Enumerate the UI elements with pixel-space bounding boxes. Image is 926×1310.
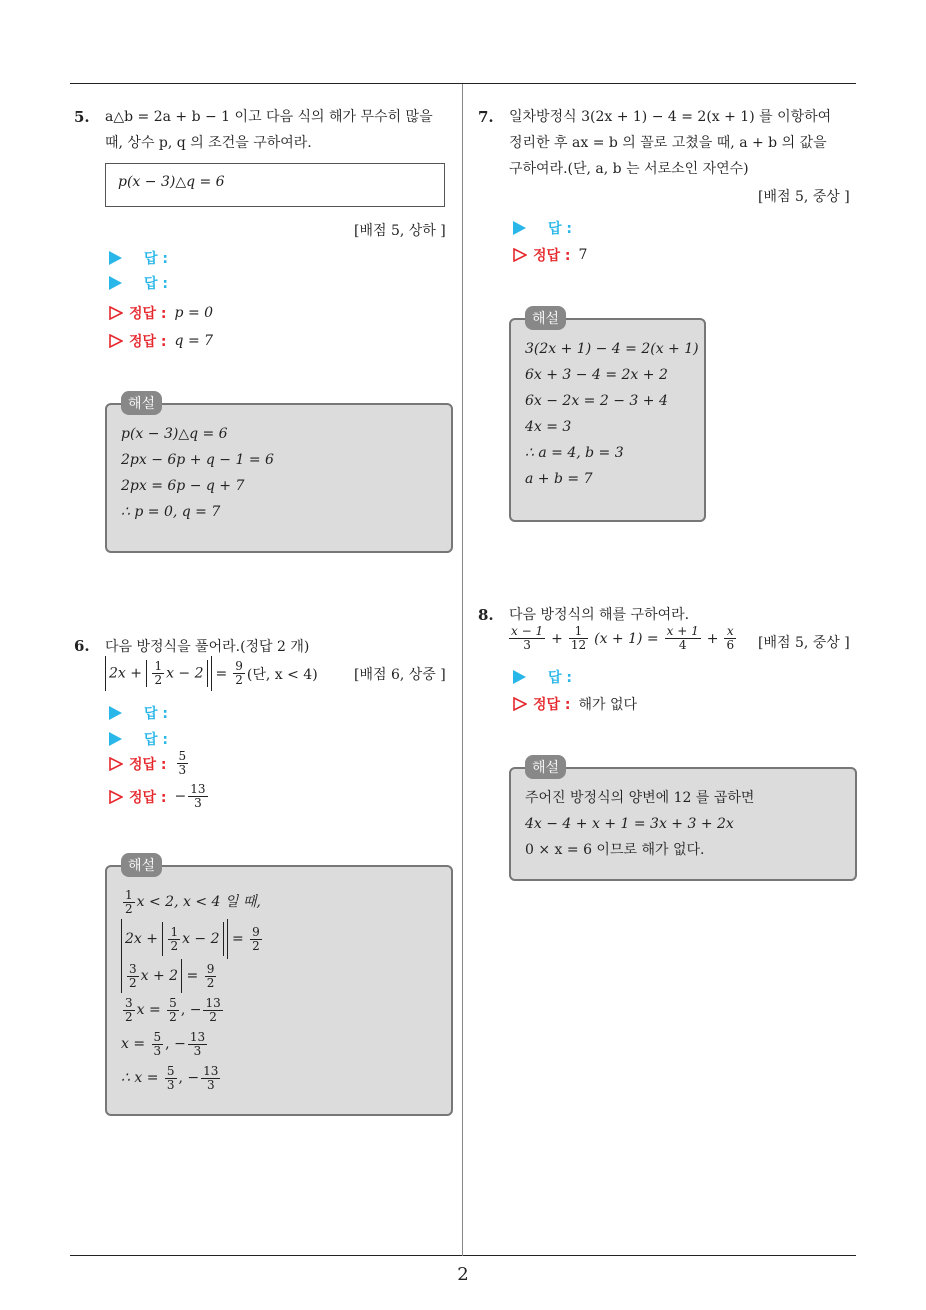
solution-line: ∴ x = $\frac{5}{3}$ , − $\frac{13}{3}$: [121, 1063, 219, 1092]
equation-box: [105, 163, 445, 207]
page-number: 2: [457, 1264, 469, 1285]
question-line: 정리한 후 ax = b 의 꼴로 고쳤을 때, a + b 의 값을: [509, 135, 827, 151]
score: [배점 5, 상하 ]: [354, 223, 446, 239]
answer-row: [513, 667, 572, 687]
solution-tag: 해설: [121, 853, 162, 877]
play-icon: [513, 221, 526, 235]
solution-tag: 해설: [525, 755, 566, 779]
solution-line: 4x = 3: [525, 419, 572, 435]
answer-label: 답 :: [144, 276, 168, 292]
solution-line: 2px = 6p − q + 7: [121, 478, 245, 494]
solution-line: 주어진 방정식의 양변에 12 를 곱하면: [525, 790, 755, 806]
column-divider: [462, 84, 463, 1256]
play-icon: [109, 706, 122, 720]
question-text: [509, 104, 831, 182]
solution-line: 2px − 6p + q − 1 = 6: [121, 452, 274, 468]
problem-number: 8.: [478, 606, 494, 624]
solution-line: $\frac{1}{2}$ x < 2, x < 4 일 때,: [125, 887, 261, 916]
answer-row: [109, 729, 168, 749]
answer-row: [513, 218, 572, 238]
solution-line: ∴ a = 4, b = 3: [525, 445, 624, 461]
correct-value: p = 0: [174, 305, 214, 321]
correct-value: $\frac{5}{3}$: [178, 749, 187, 777]
solution-line: p(x − 3)△q = 6: [121, 426, 228, 442]
top-rule: [70, 83, 856, 84]
solution-box: [105, 858, 453, 1116]
solution-line: 2x + $\frac{1}{2}$ x − 2 = $\frac{9}{2}$: [121, 919, 437, 959]
answer-label: 답 :: [548, 670, 572, 686]
correct-label: 정답 :: [129, 306, 167, 322]
bottom-rule: [70, 1255, 856, 1256]
score: [배점 5, 중상 ]: [758, 189, 850, 205]
answer-row: [109, 703, 168, 723]
answer-label: 답 :: [144, 706, 168, 722]
correct-answer-row: [109, 303, 213, 323]
play-outline-icon: [109, 757, 123, 771]
solution-line: 3(2x + 1) − 4 = 2(x + 1): [525, 341, 699, 357]
question-line: 다음 방정식의 해를 구하여라.: [509, 607, 690, 623]
answer-label: 답 :: [548, 221, 572, 237]
correct-value: 7: [578, 247, 588, 263]
correct-label: 정답 :: [129, 756, 167, 773]
answer-label: 답 :: [144, 732, 168, 748]
correct-label: 정답 :: [533, 697, 571, 713]
play-outline-icon: [109, 306, 123, 320]
play-outline-icon: [513, 248, 527, 262]
correct-answer-row: [513, 245, 587, 265]
solution-box: [509, 760, 857, 881]
problem-number: 5.: [74, 108, 90, 126]
correct-value: − $\frac{13}{3}$: [174, 782, 206, 810]
score: [배점 6, 상중 ]: [354, 667, 446, 683]
solution-line: ∴ p = 0, q = 7: [121, 504, 221, 520]
solution-tag: 해설: [525, 306, 566, 330]
answer-row: [109, 248, 168, 268]
solution-box: [105, 396, 453, 553]
score: [배점 5, 중상 ]: [758, 635, 850, 651]
correct-label: 정답 :: [129, 789, 167, 806]
correct-answer-row: [109, 331, 213, 351]
question-text: [105, 104, 433, 156]
question-line: 때, 상수 p, q 의 조건을 구하여라.: [105, 135, 312, 151]
play-icon: [109, 732, 122, 746]
problem-number: 6.: [74, 637, 90, 655]
play-icon: [109, 251, 122, 265]
solution-line: $\frac{3}{2}$ x + 2 = $\frac{9}{2}$: [121, 959, 437, 993]
play-outline-icon: [109, 790, 123, 804]
solution-line: a + b = 7: [525, 471, 593, 487]
solution-line: 0 × x = 6 이므로 해가 없다.: [525, 842, 705, 858]
solution-line: 4x − 4 + x + 1 = 3x + 3 + 2x: [525, 816, 734, 832]
question-line: 구하여라.(단, a, b 는 서로소인 자연수): [509, 161, 749, 177]
solution-line: $\frac{3}{2}$ x = $\frac{5}{2}$ , − $\frac{13}{2}$: [125, 995, 221, 1024]
play-icon: [513, 670, 526, 684]
solution-line: 6x − 2x = 2 − 3 + 4: [525, 393, 668, 409]
correct-label: 정답 :: [533, 248, 571, 264]
correct-label: 정답 :: [129, 334, 167, 350]
solution-box: [509, 311, 706, 522]
question-line: 일차방정식 3(2x + 1) − 4 = 2(x + 1) 를 이항하여: [509, 109, 832, 125]
equation: 2x + $\frac{1}{2}$ x − 2 = $\frac{9}{2}$ (단, x < 4): [105, 656, 318, 691]
problem-number: 7.: [478, 108, 494, 126]
correct-value: 해가 없다: [578, 697, 638, 713]
solution-tag: 해설: [121, 391, 162, 415]
play-icon: [109, 276, 122, 290]
equation: $\frac{x - 1}{3}$ + $\frac{1}{12}$ (x + 1) = $\frac{x + 1}{4}$ + $\frac{x}{6}$: [511, 624, 735, 652]
correct-answer-row: [513, 694, 637, 714]
solution-line: 6x + 3 − 4 = 2x + 2: [525, 367, 668, 383]
answer-row: [109, 273, 168, 293]
equation: p(x − 3)△q = 6: [118, 174, 225, 190]
correct-answer-row: [109, 783, 210, 810]
answer-label: 답 :: [144, 251, 168, 267]
question-line: a△b = 2a + b − 1 이고 다음 식의 해가 무수히 많을: [105, 109, 433, 125]
solution-line: x = $\frac{5}{3}$ , − $\frac{13}{3}$: [121, 1029, 206, 1058]
correct-value: q = 7: [174, 333, 214, 349]
play-outline-icon: [513, 697, 527, 711]
play-outline-icon: [109, 334, 123, 348]
correct-answer-row: [109, 750, 190, 777]
question-line: 다음 방정식을 풀어라.(정답 2 개): [105, 639, 310, 655]
